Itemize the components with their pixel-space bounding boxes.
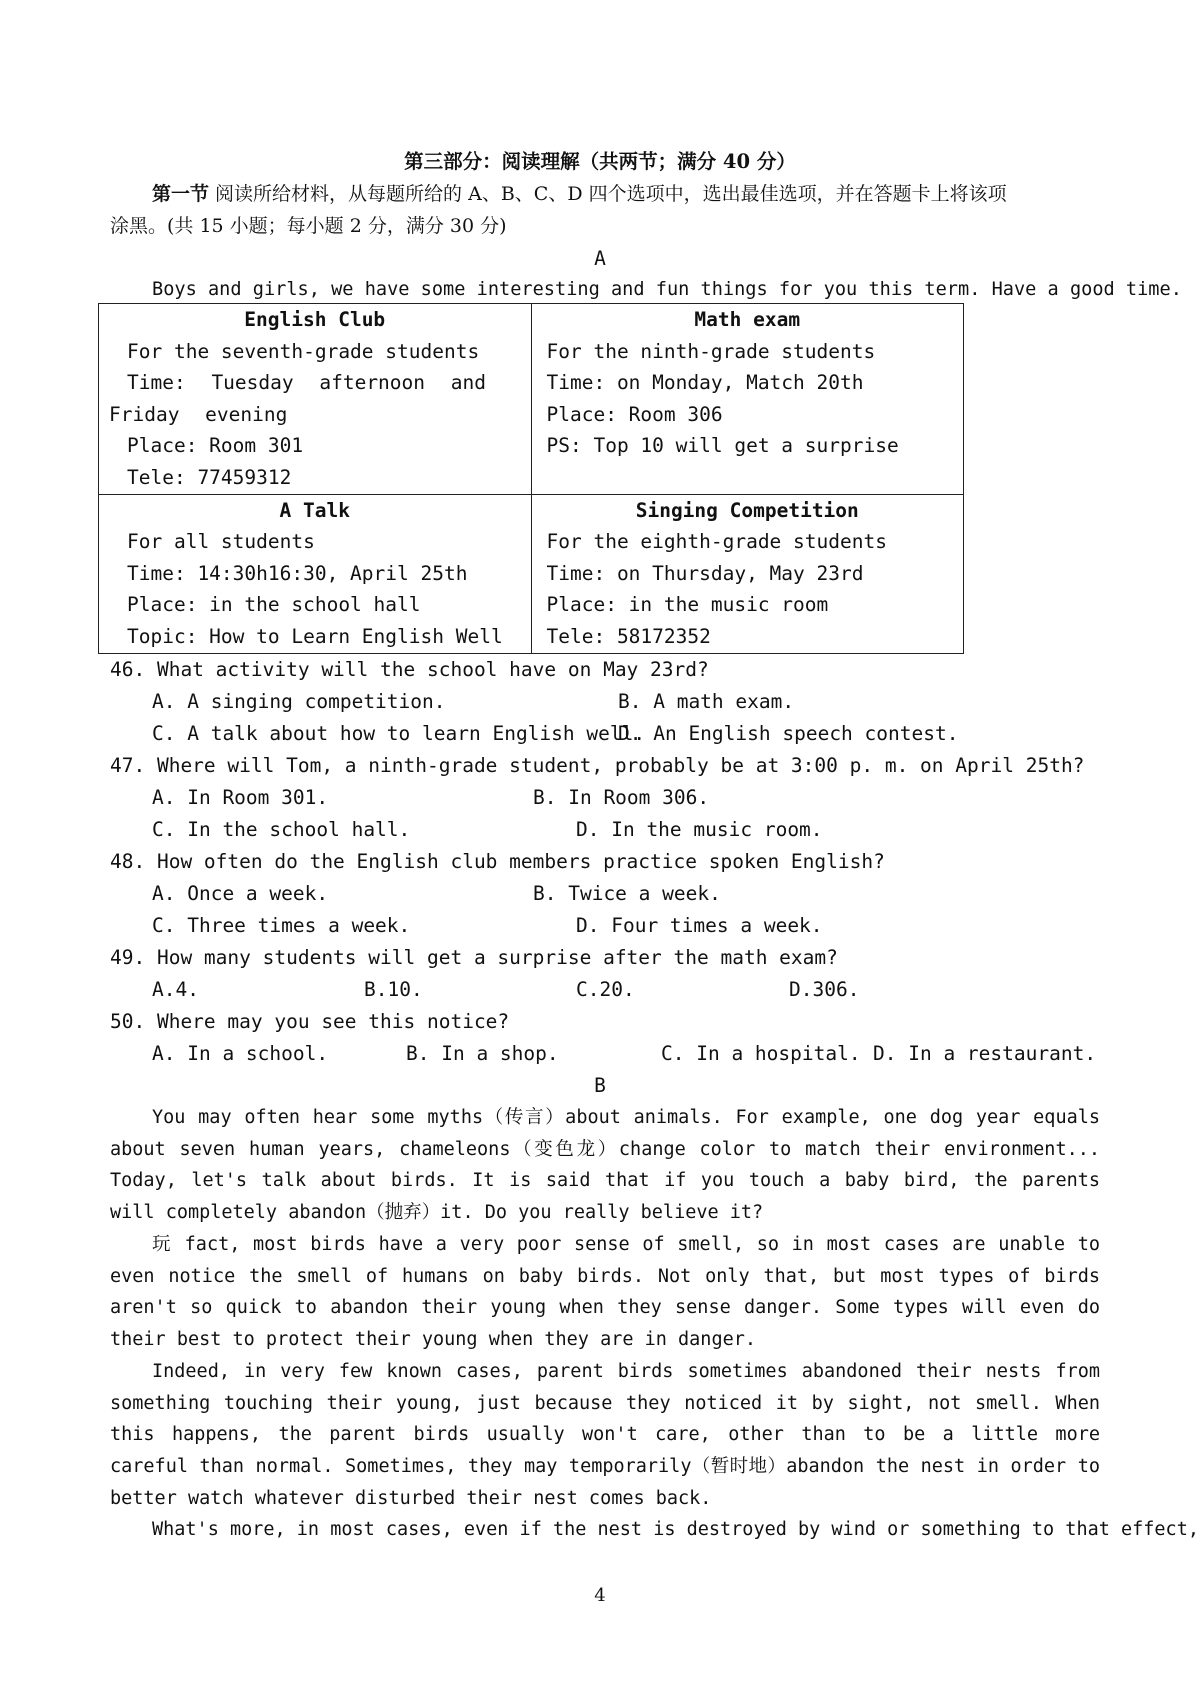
passage-b-paragraph-3: Indeed, in very few known cases, parent birds sometimes abandoned their nests from something touching their young, just because they noticed it by sight, not smell. When this happens, the parent birds usually won't care, other than to be a little more careful than normal. Sometimes, they may temporarily（暂时地）abandon the nest in order to better watch whatever disturbed their nest comes back. xyxy=(110,1361,1100,1509)
cell-line: For the seventh-grade students xyxy=(127,339,480,363)
cell-line: Time: on Monday, Match 20th xyxy=(546,371,864,395)
passage-a-label: A xyxy=(594,247,606,270)
option-50-c: C. In a hospital. xyxy=(661,1042,861,1065)
option-47-b: B. In Room 306. xyxy=(533,786,710,809)
question-50: 50. Where may you see this notice? xyxy=(110,1010,510,1033)
option-50-d: D. In a restaurant. xyxy=(873,1042,1097,1065)
cell-line: For the ninth-grade students xyxy=(546,339,876,363)
cell-title: Singing Competition xyxy=(635,498,859,522)
option-47-a: A. In Room 301. xyxy=(152,786,329,809)
option-48-d: D. Four times a week. xyxy=(576,914,823,937)
passage-b-paragraph-1: You may often hear some myths（传言）about animals. For example, one dog year equals about seven human years, chameleons（变色龙）change color to match their environment... Today, let's talk about birds. It is said that if you touch a baby bird, the parents will completely abandon（抛弃）it. Do you really believe it? xyxy=(110,1107,1100,1224)
notice-cell-english-club xyxy=(99,304,532,495)
cell-line: Time: on Thursday, May 23rd xyxy=(546,561,864,585)
cell-line: Place: Room 306 xyxy=(546,402,723,426)
option-47-c: C. In the school hall. xyxy=(152,818,411,841)
option-47-d: D. In the music room. xyxy=(576,818,823,841)
question-47: 47. Where will Tom, a ninth-grade student, probably be at 3:00 p. m. on April 25th? xyxy=(110,754,1085,777)
option-49-d: D.306. xyxy=(789,978,860,1001)
cell-title: English Club xyxy=(244,308,386,331)
cell-line: For the eighth-grade students xyxy=(546,530,887,554)
cell-title: Math exam xyxy=(694,308,801,331)
cell-line: Tele: 58172352 xyxy=(546,624,711,648)
cell-line: Topic: How to Learn English Well xyxy=(127,624,503,648)
section-instruction xyxy=(152,178,1102,210)
part-title: 第三部分：阅读理解（共两节；满分 40 分） xyxy=(404,150,796,173)
option-49-b: B.10. xyxy=(364,978,423,1001)
question-46: 46. What activity will the school have on May 23rd? xyxy=(110,658,709,681)
option-49-c: C.20. xyxy=(576,978,635,1001)
passage-b-paragraph-4: What's more, in most cases, even if the nest is destroyed by wind or something to that effect, xyxy=(152,1519,1199,1540)
question-49: 49. How many students will get a surprise after the math exam? xyxy=(110,946,838,969)
instruction-line-2: 涂黑。(共 15 小题；每小题 2 分，满分 30 分) xyxy=(110,215,507,237)
option-46-c: C. A talk about how to learn English well. xyxy=(152,722,646,745)
page-number: 4 xyxy=(594,1585,606,1606)
option-50-a: A. In a school. xyxy=(152,1042,329,1065)
cell-line: Place: in the school hall xyxy=(127,593,421,617)
cell-line: For all students xyxy=(127,530,315,554)
cell-line: Place: in the music room xyxy=(546,593,829,617)
option-46-a: A. A singing competition. xyxy=(152,690,446,713)
passage-b-label: B xyxy=(594,1074,606,1097)
notice-cell-math-exam xyxy=(531,304,964,495)
cell-line: Time: 14:30h16:30, April 25th xyxy=(127,561,468,585)
cell-line: PS: Top 10 will get a surprise xyxy=(546,434,899,458)
passage-a-intro: Boys and girls, we have some interesting and fun things for you this term. Have a good time. xyxy=(152,279,1182,300)
notice-cell-talk xyxy=(99,494,532,653)
option-48-c: C. Three times a week. xyxy=(152,914,411,937)
option-48-b: B. Twice a week. xyxy=(533,882,721,905)
cell-line: Place: Room 301 xyxy=(127,434,304,458)
option-50-b: B. In a shop. xyxy=(406,1042,559,1065)
notice-cell-singing xyxy=(531,494,964,653)
cell-line: Tele: 77459312 xyxy=(127,465,292,489)
question-48: 48. How often do the English club members practice spoken English? xyxy=(110,850,885,873)
option-46-d: D. An English speech contest. xyxy=(618,722,959,745)
cell-line: Time: Tuesday afternoon and Friday evening xyxy=(109,371,486,426)
passage-b-paragraph-2: 玩 fact, most birds have a very poor sense of smell, so in most cases are unable to even notice the smell of humans on baby birds. Not only that, but most types of birds aren't so quick to abandon their young when they sense danger. Some types will even do their best to protect their young when they are in danger. xyxy=(110,1234,1100,1351)
option-46-b: B. A math exam. xyxy=(618,690,795,713)
notice-table xyxy=(98,303,964,654)
option-49-a: A.4. xyxy=(152,978,199,1001)
instruction-line-1: 阅读所给材料，从每题所给的 A、B、C、D 四个选项中，选出最佳选项，并在答题卡上将该项 xyxy=(209,183,1007,205)
section-label: 第一节 xyxy=(152,183,210,205)
option-48-a: A. Once a week. xyxy=(152,882,329,905)
cell-title: A Talk xyxy=(279,498,350,522)
